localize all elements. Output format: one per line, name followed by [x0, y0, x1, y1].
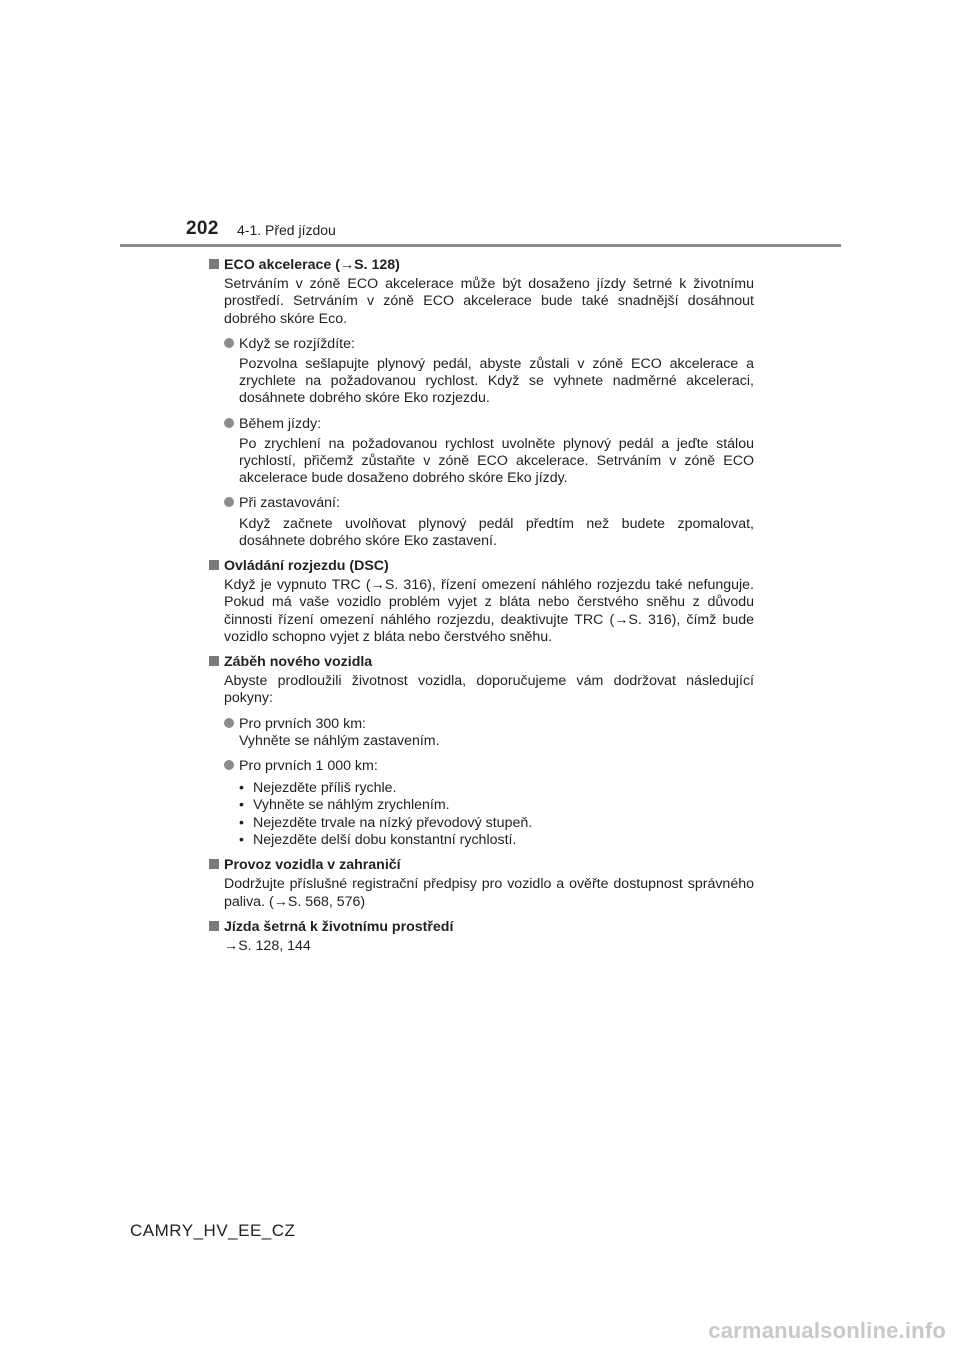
bullet-label: Pro prvních 300 km:	[239, 715, 366, 732]
document-code: CAMRY_HV_EE_CZ	[130, 1221, 296, 1240]
heading-eco-acceleration	[209, 257, 754, 274]
bullet-start	[224, 336, 754, 353]
round-bullet-icon	[224, 338, 234, 348]
watermark: carmanualsonline.info	[708, 1318, 946, 1343]
paragraph-break-in: Abyste prodloužili životnost vozidla, doporučujeme vám dodržovat následující pokyny:	[224, 673, 754, 707]
paragraph-abroad: Dodržujte příslušné registrační předpisy pro vozidlo a ověřte dostupnost správného paliva. (→S. 568, 576)	[224, 876, 754, 910]
heading-text: Záběh nového vozidla	[224, 654, 373, 671]
bullet-label: Během jízdy:	[239, 415, 322, 432]
heading-text: Ovládání rozjezdu (DSC)	[224, 558, 389, 575]
header-divider	[120, 244, 841, 247]
heading-abroad	[209, 857, 754, 874]
list-item	[239, 832, 754, 849]
square-bullet-icon	[209, 656, 219, 666]
heading-text: Jízda šetrná k životnímu prostředí	[224, 918, 454, 935]
heading-text: ECO akcelerace (→S. 128)	[224, 257, 400, 273]
paragraph-dsc: Když je vypnuto TRC (→S. 316), řízení omezení náhlého rozjezdu také nefunguje. Pokud má vaše vozidlo problém vyjet z bláta nebo čerstvého sněhu z důvodu činnosti řízení omezení náhlého rozjezdu, deaktivujte TRC (→S. 316), čímž bude vozidlo schopno vyjet z bláta nebo čerstvého sněhu.	[224, 577, 754, 645]
break-in-list	[239, 780, 754, 849]
paragraph-eco: Setrváním v zóně ECO akcelerace může být dosaženo jízdy šetrné k životnímu prostředí. Setrváním v zóně ECO akcelerace bude také snadnější dosáhnout dobrého skóre Eco.	[224, 276, 754, 327]
page-header	[0, 0, 960, 250]
square-bullet-icon	[209, 259, 219, 269]
bullet-first-1000km	[224, 758, 754, 775]
list-item-text: Nejezděte trvale na nízký převodový stupeň.	[253, 814, 533, 831]
bullet-text: Po zrychlení na požadovanou rychlost uvolněte plynový pedál a jeďte stálou rychlostí, přičemž zůstaňte v zóně ECO akcelerace. Setrváním v zóně ECO akcelerace bude dosaženo dobrého skóre Eko jízdy.	[239, 435, 754, 487]
heading-break-in	[209, 654, 754, 671]
bullet-driving	[224, 416, 754, 433]
round-bullet-icon	[224, 718, 234, 728]
dot-bullet-icon: •	[239, 814, 244, 831]
list-item	[239, 780, 754, 797]
bullet-label: Pro prvních 1 000 km:	[239, 758, 378, 775]
paragraph-eco-driving: →S. 128, 144	[224, 937, 311, 954]
list-item-text: Nejezděte delší dobu konstantní rychlostí.	[253, 831, 517, 848]
page-number: 202	[186, 218, 219, 239]
heading-eco-driving	[209, 919, 754, 936]
bullet-first-300km	[224, 716, 754, 733]
dot-bullet-icon: •	[239, 780, 244, 797]
heading-text: Provoz vozidla v zahraničí	[224, 857, 401, 874]
round-bullet-icon	[224, 418, 234, 428]
bullet-text: Když začnete uvolňovat plynový pedál předtím než budete zpomalovat, dosáhnete dobrého skóre Eko zastavení.	[239, 515, 754, 549]
square-bullet-icon	[209, 921, 219, 931]
dot-bullet-icon: •	[239, 797, 244, 814]
bullet-label: Při zastavování:	[239, 495, 340, 512]
square-bullet-icon	[209, 859, 219, 869]
list-item-text: Vyhněte se náhlým zrychlením.	[253, 797, 450, 814]
round-bullet-icon	[224, 497, 234, 507]
dot-bullet-icon: •	[239, 831, 244, 848]
bullet-stopping	[224, 495, 754, 512]
list-item	[239, 815, 754, 832]
round-bullet-icon	[224, 760, 234, 770]
heading-dsc	[209, 558, 754, 575]
list-item	[239, 797, 754, 814]
page-content	[209, 257, 754, 963]
bullet-text: Pozvolna sešlapujte plynový pedál, abyste zůstali v zóně ECO akcelerace a zrychlete na požadovanou rychlost. Když se vyhnete nadměrné akceleraci, dosáhnete dobrého skóre Eko rozjezdu.	[239, 356, 754, 407]
bullet-text: Vyhněte se náhlým zastavením.	[239, 732, 440, 749]
bullet-label: Když se rozjíždíte:	[239, 335, 355, 352]
section-title: 4-1. Před jízdou	[237, 222, 336, 238]
square-bullet-icon	[209, 560, 219, 570]
list-item-text: Nejezděte příliš rychle.	[253, 780, 397, 797]
